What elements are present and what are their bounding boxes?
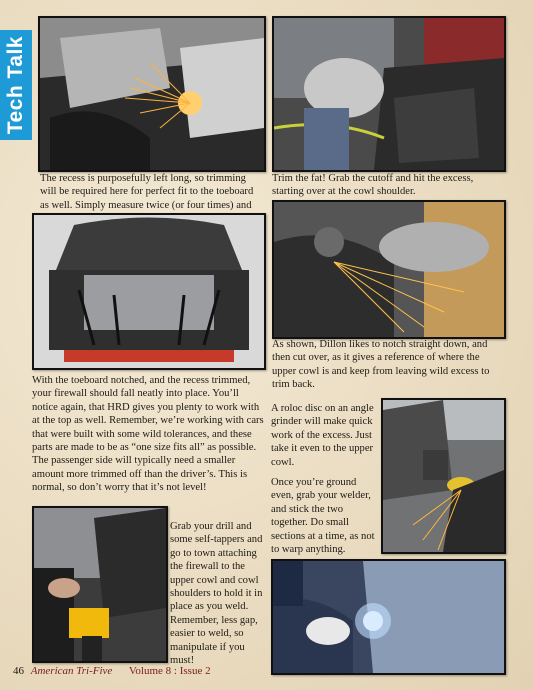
caption-weld: Once you’re ground even, grab your welder, and stick the two together. Do small sections at a time, as not to warp anything. — [271, 477, 375, 556]
caption-trim-fat: Trim the fat! Grab the cutoff and hit the excess, starting over at the cowl shoulder. — [272, 173, 474, 198]
caption-recess: The recess is purposefully left long, so trimming will be required here for perfect fit to the toeboard as well. Simply measure twice (or four times) and — [40, 173, 254, 211]
page-number: 46 — [13, 665, 24, 677]
caption-roloc: A roloc disc on an angle grinder will make quick work of the excess. Just take it even to the upper cowl. — [271, 403, 374, 468]
caption-notch: As shown, Dillon likes to notch straight down, and then cut over, as it gives a reference of where the upper cowl is and keep from leaving wild excess to trim back. — [272, 339, 490, 391]
photo-roloc-grinder — [381, 398, 506, 554]
caption-drill: Grab your drill and some self-tappers and go to town attaching the firewall to the upper cowl and cowl shoulders to hold it in place as you weld. Remember, less gap, easier to weld, so manipulate if you must! — [170, 521, 263, 667]
photo-cutoff-tool — [272, 16, 506, 172]
photo-welding — [271, 559, 506, 675]
issue-label: Volume 8 : Issue 2 — [128, 665, 211, 677]
photo-firewall-installed — [32, 213, 266, 370]
photo-recess-trimming — [38, 16, 266, 172]
section-tab-label: Tech Talk — [4, 35, 27, 135]
photo-notching — [272, 200, 506, 339]
page-footer — [13, 665, 211, 677]
magazine-name: American Tri-Five — [30, 665, 113, 677]
section-tab — [0, 30, 32, 140]
caption-firewall-fit: With the toeboard notched, and the recess trimmed, your firewall should fall neatly into place. You’ll notice again, that HRD gives you plenty to work with at the top as well. Remember, we’re working with cars that were built with some wild tolerances, and these parts are made to be as “one size fits all” as possible. The passenger side will typically need a smaller amount more trimmed off than the driver’s. This is normal, so don’t worry that it’s not level! — [32, 375, 264, 494]
photo-drill-self-tappers — [32, 506, 168, 663]
